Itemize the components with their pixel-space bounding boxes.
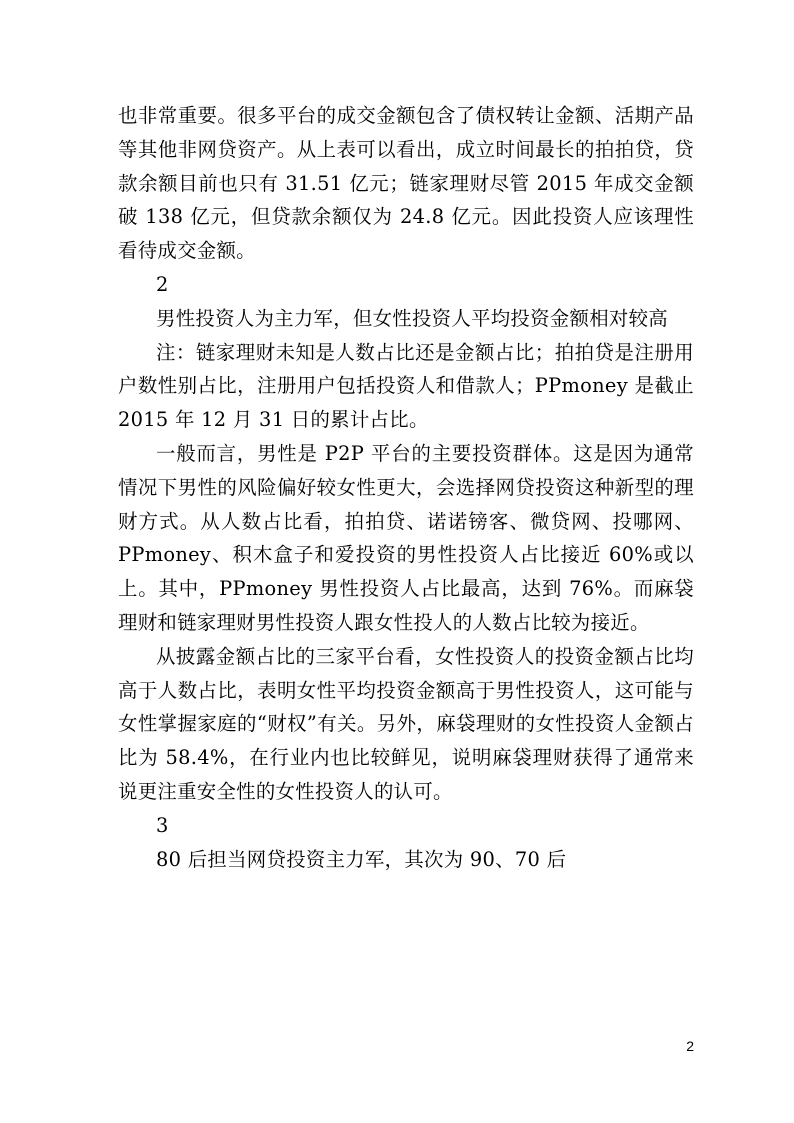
note-paragraph: 注：链家理财未知是人数占比还是金额占比；拍拍贷是注册用户数性别占比，注册用户包括投资人和借款人；PPmoney 是截止 2015 年 12 月 31 日的累计占比。 [118,340,694,432]
section-number: 3 [156,813,169,837]
paragraph: 一般而言，男性是 P2P 平台的主要投资群体。这是因为通常情况下男性的风险偏好较女性更大，会选择网贷投资这种新型的理财方式。从人数占比看，拍拍贷、诺诺镑客、微贷网、投哪网、PPmoney、积木盒子和爱投资的男性投资人占比接近 60%或以上。其中，PPmoney 男性投资人占比最高，达到 76%。而麻袋理财和链家理财男性投资人跟女性投人的人数占比较为接近。 [118,441,694,634]
paragraph-continuation: 也非常重要。很多平台的成交金额包含了债权转让金额、活期产品等其他非网贷资产。从上表可以看出，成立时间最长的拍拍贷，贷款余额目前也只有 31.51 亿元；链家理财尽管 2015 年成交金额破 138 亿元，但贷款余额仅为 24.8 亿元。因此投资人应该理性看待成交金额。 [118,104,694,263]
paragraph: 从披露金额占比的三家平台看，女性投资人的投资金额占比均高于人数占比，表明女性平均投资金额高于男性投资人，这可能与女性掌握家庭的“财权”有关。另外，麻袋理财的女性投资人金额占比为 58.4%，在行业内也比较鲜见，说明麻袋理财获得了通常来说更注重安全性的女性投资人的认可。 [118,644,694,803]
section-heading: 80 后担当网贷投资主力军，其次为 90、70 后 [156,847,567,871]
page-number: 2 [686,1038,694,1054]
section-number: 2 [156,272,169,296]
section-heading: 男性投资人为主力军，但女性投资人平均投资金额相对较高 [156,306,668,330]
body-text [118,99,694,876]
